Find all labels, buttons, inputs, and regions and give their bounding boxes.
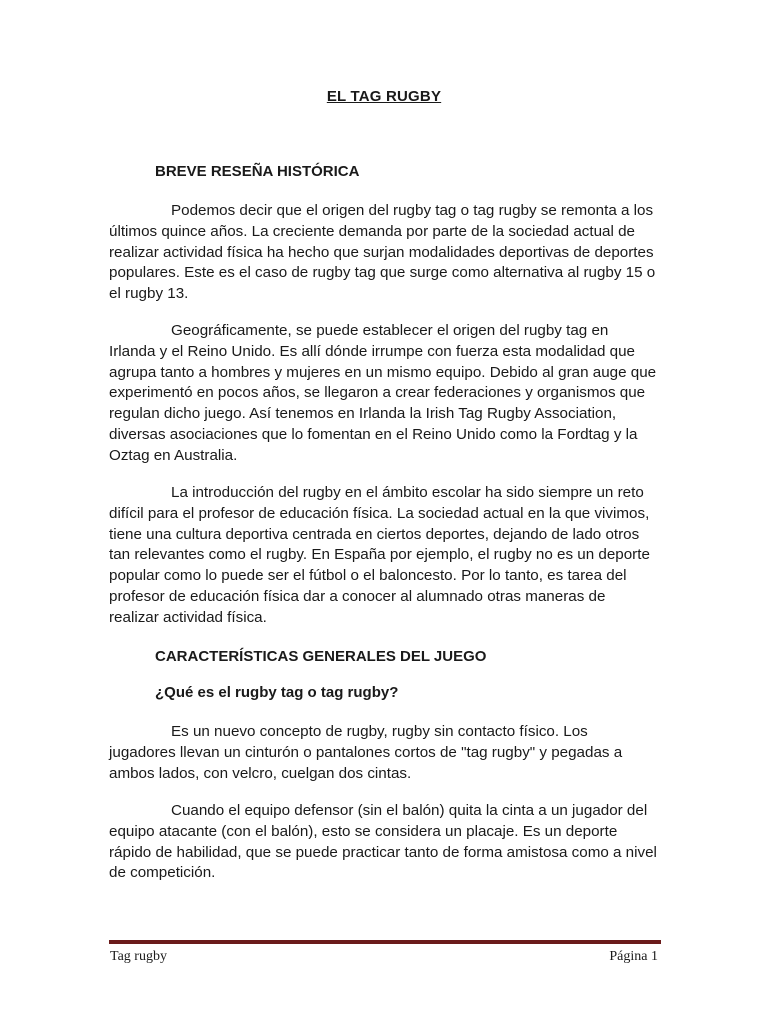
paragraph-geography: Geográficamente, se puede establecer el origen del rugby tag en Irlanda y el Reino Unido. Es allí dónde irrumpe con fuerza esta modalidad que agrupa tanto a hombres y mujeres en un mismo equipo. Debido al gran auge que experimentó en pocos años, se llegaron a crear federaciones y organismos que regulan dicho juego. Así tenemos en Irlanda la Irish Tag Rugby Association, diversas asociaciones que lo fomentan en el Reino Unido como la Fordtag y la Oztag en Australia. [109, 322, 657, 464]
document-title: EL TAG RUGBY [326, 88, 442, 105]
subsection-heading-what-is: ¿Qué es el rugby tag o tag rugby? [155, 684, 399, 701]
footer-document-name: Tag rugby [110, 949, 167, 964]
footer-divider [109, 940, 661, 944]
footer-page-number: Página 1 [609, 949, 658, 964]
section-heading-history: BREVE RESEÑA HISTÓRICA [155, 163, 360, 180]
paragraph-concept: Es un nuevo concepto de rugby, rugby sin contacto físico. Los jugadores llevan un cinturón o pantalones cortos de "tag rugby" y pegadas a ambos lados, con velcro, cuelgan dos cintas. [109, 723, 623, 782]
paragraph-school: La introducción del rugby en el ámbito escolar ha sido siempre un reto difícil para el profesor de educación física. La sociedad actual en la que vivimos, tiene una cultura deportiva centrada en ciertos deportes, dejando de lado otros tan relevantes como el rugby. En España por ejemplo, el rugby no es un deporte popular como lo puede ser el fútbol o el baloncesto. Por lo tanto, es tarea del profesor de educación física dar a conocer al alumnado otras maneras de realizar actividad física. [109, 484, 650, 626]
paragraph-origin: Podemos decir que el origen del rugby tag o tag rugby se remonta a los últimos quince años. La creciente demanda por parte de la sociedad actual de realizar actividad física ha hecho que surjan modalidades deportivas de deportes populares. Este es el caso de rugby tag que surge como alternativa al rugby 15 o el rugby 13. [109, 202, 656, 303]
section-heading-characteristics: CARACTERÍSTICAS GENERALES DEL JUEGO [155, 648, 487, 665]
paragraph-tackle: Cuando el equipo defensor (sin el balón) quita la cinta a un jugador del equipo atacante (con el balón), esto se considera un placaje. Es un deporte rápido de habilidad, que se puede practicar tanto de forma amistosa como a nivel de competición. [109, 802, 657, 882]
